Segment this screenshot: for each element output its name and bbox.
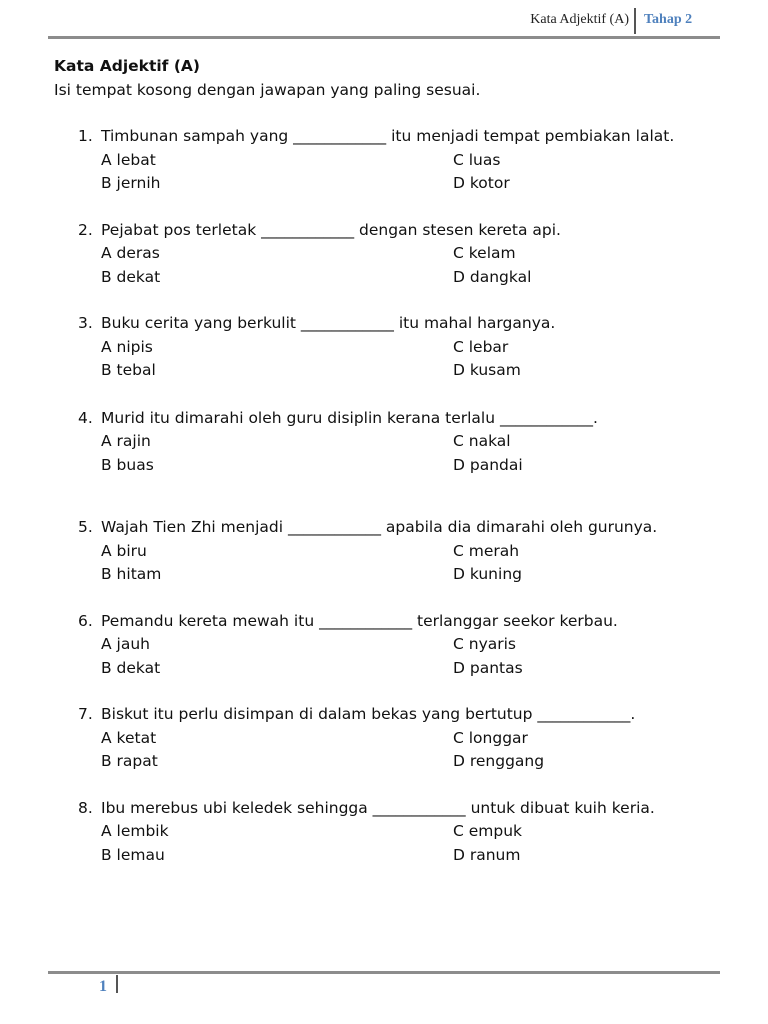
option-b: B dekat xyxy=(101,267,161,286)
option-b: B buas xyxy=(101,455,154,474)
option-c: C merah xyxy=(453,541,520,560)
option-c: C kelam xyxy=(453,244,516,262)
option-c: C nakal xyxy=(453,432,511,450)
options-grid xyxy=(101,149,734,196)
question-number: 6. xyxy=(78,611,93,630)
question-text: Ibu merebus ubi keledek sehingga ____________ untuk dibuat kuih keria. xyxy=(101,798,655,817)
options-grid xyxy=(101,820,734,867)
option-a: A lembik xyxy=(101,822,169,840)
question-number: 3. xyxy=(78,314,93,332)
option-b: B hitam xyxy=(101,565,162,583)
question-number: 7. xyxy=(78,705,93,723)
option-d: D pandai xyxy=(453,455,523,474)
question-text: Timbunan sampah yang ____________ itu menjadi tempat pembiakan lalat. xyxy=(101,127,675,145)
option-a: A deras xyxy=(101,244,160,262)
options-grid xyxy=(101,727,734,774)
option-d: D ranum xyxy=(453,845,521,864)
option-c: C lebar xyxy=(453,337,509,356)
question-3 xyxy=(54,312,734,383)
question-text: Buku cerita yang berkulit ____________ itu mahal harganya. xyxy=(101,314,556,332)
option-a: A biru xyxy=(101,541,147,560)
option-c: C nyaris xyxy=(453,635,516,653)
question-text: Pemandu kereta mewah itu ____________ terlanggar seekor kerbau. xyxy=(101,611,618,630)
worksheet-title: Kata Adjektif (A) xyxy=(54,57,200,75)
worksheet-content xyxy=(54,55,734,867)
question-text: Murid itu dimarahi oleh guru disiplin kerana terlalu ____________. xyxy=(101,408,598,427)
option-d: D renggang xyxy=(453,752,545,770)
footer-rule xyxy=(48,971,720,974)
header-level: Tahap 2 xyxy=(644,12,693,27)
option-d: D dangkal xyxy=(453,267,532,286)
option-a: A lebat xyxy=(101,150,156,169)
options-grid xyxy=(101,430,734,477)
option-b: B rapat xyxy=(101,752,158,770)
option-d: D pantas xyxy=(453,658,523,677)
options-grid xyxy=(101,633,734,680)
question-number: 4. xyxy=(78,408,93,427)
option-c: C luas xyxy=(453,150,501,169)
option-a: A jauh xyxy=(101,635,150,653)
option-b: B jernih xyxy=(101,174,161,192)
page-number: 1 xyxy=(99,978,107,995)
question-text: Pejabat pos terletak ____________ dengan stesen kereta api. xyxy=(101,220,561,239)
option-a: A nipis xyxy=(101,337,153,356)
options-grid xyxy=(101,336,734,383)
question-number: 8. xyxy=(78,798,93,817)
options-grid xyxy=(101,540,734,587)
question-8 xyxy=(54,797,734,868)
header-rule xyxy=(48,36,720,39)
option-b: B tebal xyxy=(101,361,156,379)
question-6 xyxy=(54,610,734,681)
option-c: C longgar xyxy=(453,728,528,747)
question-number: 1. xyxy=(78,127,93,145)
question-1 xyxy=(54,125,734,196)
question-text: Wajah Tien Zhi menjadi ____________ apabila dia dimarahi oleh gurunya. xyxy=(101,518,658,536)
question-number: 5. xyxy=(78,518,93,536)
footer-divider xyxy=(116,975,118,993)
question-text: Biskut itu perlu disimpan di dalam bekas yang bertutup ____________. xyxy=(101,705,636,723)
option-d: D kusam xyxy=(453,361,521,379)
options-grid xyxy=(101,242,734,289)
header-divider xyxy=(634,8,636,34)
option-a: A rajin xyxy=(101,432,151,450)
question-number: 2. xyxy=(78,220,93,239)
page-header xyxy=(0,0,768,40)
header-doc-title: Kata Adjektif (A) xyxy=(530,12,629,27)
option-b: B dekat xyxy=(101,658,161,677)
option-d: D kotor xyxy=(453,174,510,192)
question-2 xyxy=(54,219,734,290)
option-d: D kuning xyxy=(453,565,522,583)
question-7 xyxy=(54,703,734,774)
question-4 xyxy=(54,407,734,478)
option-b: B lemau xyxy=(101,845,165,864)
worksheet-instruction: Isi tempat kosong dengan jawapan yang paling sesuai. xyxy=(54,80,481,99)
option-a: A ketat xyxy=(101,728,157,747)
option-c: C empuk xyxy=(453,822,523,840)
question-5 xyxy=(54,516,734,587)
